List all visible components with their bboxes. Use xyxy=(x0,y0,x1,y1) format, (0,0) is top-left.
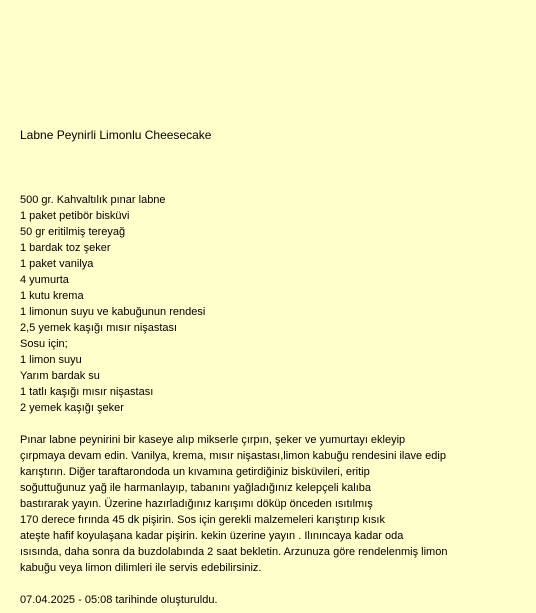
instruction-line: Pınar labne peynirini bir kaseye alıp mikserle çırpın, şeker ve yumurtayı ekleyip xyxy=(20,434,406,446)
ingredient-item: 1 limon suyu xyxy=(20,354,82,366)
ingredient-item: 2 yemek kaşığı şeker xyxy=(20,402,124,414)
ingredient-item: 500 gr. Kahvaltılık pınar labne xyxy=(20,194,166,206)
ingredient-item: 1 paket petibör bisküvi xyxy=(20,210,130,222)
ingredient-item: Yarım bardak su xyxy=(20,370,100,382)
instruction-line: ısısında, daha sonra da buzdolabında 2 saat bekletin. Arzunuza göre rendelenmiş limon xyxy=(20,546,448,558)
ingredient-item: 2,5 yemek kaşığı mısır nişastası xyxy=(20,322,178,334)
ingredient-item: 1 paket vanilya xyxy=(20,258,94,270)
recipe-title: Labne Peynirli Limonlu Cheesecake xyxy=(20,128,212,142)
ingredient-list xyxy=(20,192,205,416)
instruction-line: karıştırın. Diğer taraftarondoda un kıvamına getirdiğiniz bisküvileri, eritip xyxy=(20,466,370,478)
instruction-line: ateşte hafif koyulaşana kadar pişirin. kekin üzerine yayın . Ilınıncaya kadar oda xyxy=(20,530,404,542)
ingredient-item: 1 limonun suyu ve kabuğunun rendesi xyxy=(20,306,206,318)
ingredient-item: 4 yumurta xyxy=(20,274,69,286)
instruction-line: soğuttuğunuz yağ ile harmanlayıp, tabanını yağladığınız kelepçeli kalıba xyxy=(20,482,372,494)
instruction-line: kabuğu veya limon dilimleri ile servis edebilirsiniz. xyxy=(20,562,262,574)
ingredient-item: 1 tatlı kaşığı mısır nişastası xyxy=(20,386,154,398)
created-timestamp: 07.04.2025 - 05:08 tarihinde oluşturuldu. xyxy=(20,594,218,606)
ingredient-item: 50 gr eritilmiş tereyağ xyxy=(20,226,126,238)
instruction-line: çırpmaya devam edin. Vanilya, krema, mısır nişastası,limon kabuğu rendesini ilave edip xyxy=(20,450,446,462)
sauce-heading: Sosu için; xyxy=(20,338,68,350)
ingredient-item: 1 bardak toz şeker xyxy=(20,242,111,254)
instruction-line: bastırarak yayın. Üzerine hazırladığınız karışımı döküp önceden ısıtılmış xyxy=(20,498,373,510)
instructions-paragraph xyxy=(20,432,525,576)
instruction-line: 170 derece fırında 45 dk pişirin. Sos için gerekli malzemeleri karıştırıp kısık xyxy=(20,514,385,526)
ingredient-item: 1 kutu krema xyxy=(20,290,84,302)
